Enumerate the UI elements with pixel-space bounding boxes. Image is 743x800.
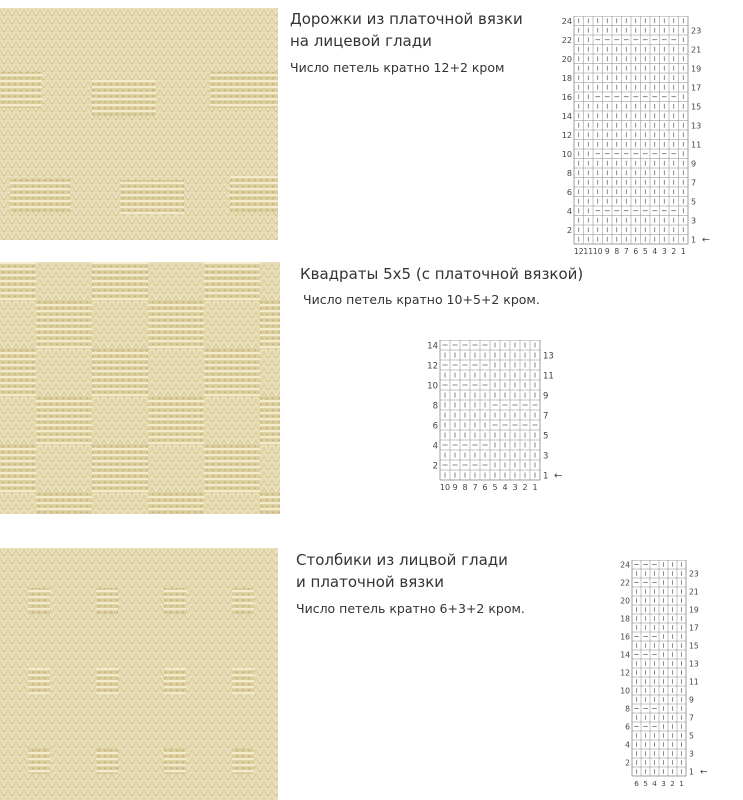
column-label: 3: [512, 483, 518, 492]
row-label-left: 12: [620, 668, 630, 678]
row-label-left: 24: [620, 560, 630, 570]
pattern-2-title-line1: Квадраты 5х5 (с платочной вязкой): [300, 265, 584, 283]
row-label-left: 4: [625, 740, 630, 750]
start-arrow-icon: ←: [700, 767, 708, 778]
column-label: 5: [492, 483, 498, 492]
row-label-right: 3: [689, 749, 694, 759]
row-label-right: 21: [691, 45, 702, 55]
row-label-right: 11: [543, 371, 554, 382]
pattern-3-stitch-count: Число петель кратно 6+3+2 кром.: [296, 601, 525, 616]
row-label-right: 19: [689, 605, 699, 615]
row-label-left: 2: [566, 226, 572, 236]
row-label-left: 20: [620, 596, 630, 606]
row-label-right: 3: [691, 216, 697, 226]
column-label: 6: [634, 779, 639, 788]
knitting-chart-grid: [560, 16, 714, 258]
row-label-left: 18: [561, 74, 572, 84]
row-label-right: 13: [689, 659, 699, 669]
row-label-right: 17: [691, 83, 702, 93]
row-label-left: 2: [432, 461, 438, 472]
row-label-left: 10: [620, 686, 630, 696]
column-label: 7: [623, 247, 629, 256]
knit-swatch-photo-3: [0, 548, 278, 800]
row-label-right: 17: [689, 623, 699, 633]
knit-swatch-1-svg: [0, 8, 278, 240]
column-label: 1: [680, 247, 686, 256]
row-label-left: 24: [561, 17, 572, 27]
row-label-right: 5: [543, 431, 549, 442]
column-label: 4: [652, 779, 657, 788]
column-label: 9: [604, 247, 610, 256]
pattern-3-title: [296, 549, 508, 593]
column-label: 5: [642, 247, 648, 256]
knit-swatch-3-svg: [0, 548, 278, 800]
row-label-left: 8: [566, 169, 572, 179]
column-label: 6: [482, 483, 488, 492]
row-label-left: 2: [625, 758, 630, 768]
row-label-left: 16: [620, 632, 630, 642]
column-label: 8: [614, 247, 620, 256]
row-label-left: 18: [620, 614, 630, 624]
pattern-1-chart: [560, 16, 714, 258]
row-label-right: 9: [543, 391, 549, 402]
pattern-1-title: [290, 8, 523, 52]
column-label: 2: [522, 483, 528, 492]
row-label-left: 10: [561, 150, 572, 160]
row-label-left: 12: [427, 361, 438, 372]
row-label-right: 5: [691, 197, 697, 207]
column-label: 3: [661, 779, 666, 788]
row-label-right: 23: [691, 26, 702, 36]
row-label-left: 22: [561, 36, 572, 46]
row-label-left: 22: [620, 578, 630, 588]
row-label-right: 9: [689, 695, 694, 705]
knit-swatch-2-svg: [0, 262, 280, 514]
row-label-right: 3: [543, 451, 549, 462]
row-label-left: 6: [625, 722, 630, 732]
pattern-3-title-line2: и платочной вязки: [296, 573, 445, 591]
column-label: 4: [502, 483, 508, 492]
row-label-right: 13: [543, 351, 554, 362]
column-label: 2: [670, 779, 675, 788]
row-label-right: 7: [691, 178, 697, 188]
row-label-right: 15: [689, 641, 699, 651]
column-label: 11: [583, 247, 594, 256]
row-label-left: 8: [432, 401, 438, 412]
column-label: 5: [643, 779, 648, 788]
row-label-left: 4: [432, 441, 438, 452]
row-label-left: 16: [561, 93, 572, 103]
row-label-right: 5: [689, 731, 694, 741]
row-label-right: 13: [691, 121, 702, 131]
row-label-left: 4: [566, 207, 572, 217]
column-label: 10: [592, 247, 603, 256]
row-label-left: 10: [427, 381, 438, 392]
row-label-right: 1: [689, 767, 694, 777]
row-label-left: 20: [561, 55, 572, 65]
knitting-chart-grid: [618, 560, 712, 790]
row-label-left: 6: [432, 421, 438, 432]
column-label: 3: [661, 247, 667, 256]
row-label-right: 1: [543, 471, 549, 482]
row-label-right: 11: [689, 677, 699, 687]
column-label: 8: [462, 483, 468, 492]
column-label: 10: [439, 483, 451, 492]
row-label-right: 7: [689, 713, 694, 723]
row-label-right: 7: [543, 411, 549, 422]
row-label-left: 14: [427, 341, 438, 352]
column-label: 1: [532, 483, 538, 492]
pattern-3-chart: [618, 560, 712, 790]
knitting-chart-grid: [426, 340, 566, 494]
row-label-left: 14: [620, 650, 630, 660]
column-label: 7: [472, 483, 478, 492]
row-label-right: 21: [689, 587, 699, 597]
row-label-left: 8: [625, 704, 630, 714]
row-label-right: 1: [691, 235, 697, 245]
pattern-2-title: [300, 263, 583, 285]
pattern-1-stitch-count: Число петель кратно 12+2 кром: [290, 60, 505, 75]
column-label: 12: [573, 247, 584, 256]
row-label-right: 11: [691, 140, 702, 150]
knit-swatch-photo-2: [0, 262, 280, 514]
pattern-2-chart: [426, 340, 566, 494]
start-arrow-icon: ←: [702, 234, 710, 246]
column-label: 9: [452, 483, 458, 492]
pattern-3-title-line1: Столбики из лицвой глади: [296, 551, 508, 569]
knit-swatch-photo-1: [0, 8, 278, 240]
column-label: 2: [671, 247, 677, 256]
row-label-left: 12: [561, 131, 572, 141]
row-label-left: 6: [566, 188, 572, 198]
pattern-1-title-line2: на лицевой глади: [290, 32, 432, 50]
row-label-right: 23: [689, 569, 699, 579]
start-arrow-icon: ←: [554, 470, 563, 482]
pattern-1-title-line1: Дорожки из платочной вязки: [290, 10, 523, 28]
column-label: 1: [679, 779, 684, 788]
row-label-left: 14: [561, 112, 572, 122]
row-label-right: 15: [691, 102, 702, 112]
pattern-2-stitch-count: Число петель кратно 10+5+2 кром.: [303, 292, 540, 307]
row-label-right: 9: [691, 159, 697, 169]
row-label-right: 19: [691, 64, 702, 74]
column-label: 4: [652, 247, 658, 256]
column-label: 6: [633, 247, 639, 256]
